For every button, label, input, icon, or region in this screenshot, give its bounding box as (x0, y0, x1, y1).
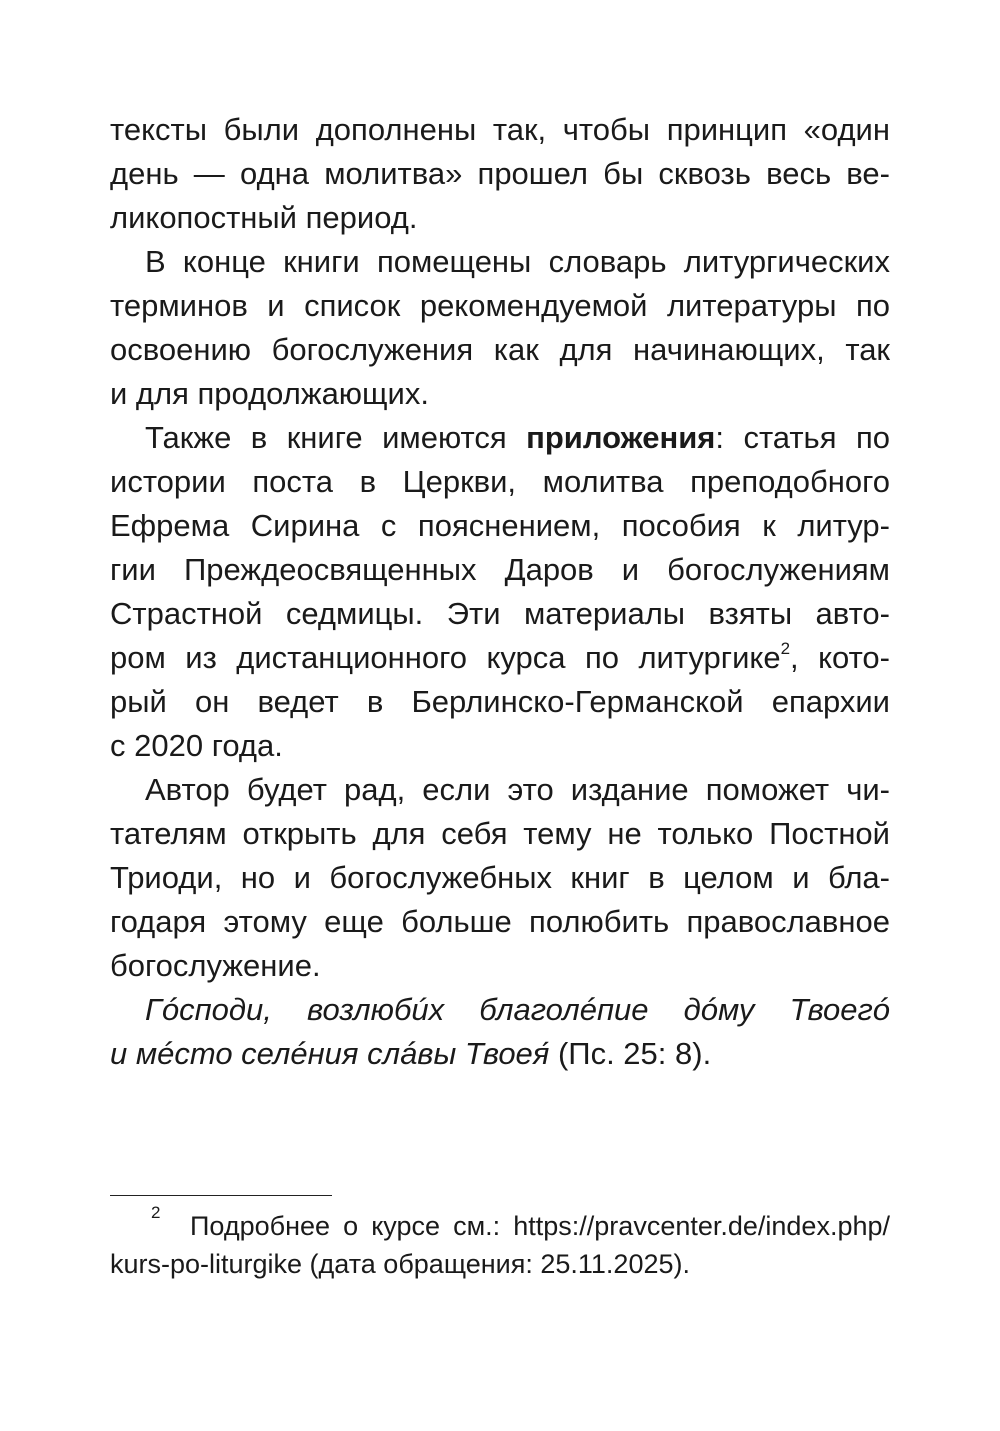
paragraph-4-line-5: богослужение. (110, 948, 321, 983)
paragraph-4-line-4: годаря этому еще больше полюбить православное (110, 904, 890, 939)
appendices-term: приложения (526, 420, 716, 455)
psalm-quote-text: и мéсто селéния слáвы Твоея́ (110, 1036, 550, 1071)
paragraph-3-text-before: Также в книге имеются (145, 420, 527, 455)
paragraph-3-line-2: истории поста в Церкви, молитва преподобного (110, 464, 890, 499)
paragraph-3-line-3: Ефрема Сирина с пояснением, пособия к литур- (110, 508, 890, 543)
paragraph-2-line-1: В конце книги помещены словарь литургических (145, 244, 890, 279)
paragraph-3-line-5: Страстной седмицы. Эти материалы взяты авто- (110, 596, 890, 631)
paragraph-3-line-6-text: ром из дистанционного курса по литургике (110, 640, 781, 675)
paragraph-4-line-3: Триоди, но и богослужебных книг в целом и бла- (110, 860, 890, 895)
paragraph-3-line-4: гии Преждеосвященных Даров и богослужениям (110, 552, 890, 587)
paragraph-2-line-4: и для продолжающих. (110, 376, 429, 411)
paragraph-3-line-7: рый он ведет в Берлинско-Германской епархии (110, 684, 890, 719)
paragraph-3-line-8: с 2020 года. (110, 728, 283, 763)
footnote-line-1: Подробнее о курсе см.: https://pravcenter.de/index.php/ (190, 1211, 890, 1241)
footnote-reference: 2 (780, 638, 791, 658)
paragraph-3-line-6-tail: , кото- (790, 640, 890, 675)
paragraph-2-line-2: терминов и список рекомендуемой литературы по (110, 288, 890, 323)
footnote-line-2: kurs-po-liturgike (дата обращения: 25.11.2025). (110, 1249, 690, 1279)
paragraph-3-line-1 (145, 416, 890, 460)
paragraph-4-line-1: Автор будет рад, если это издание поможет чи- (145, 772, 890, 807)
psalm-quote-line-1: Гóсподи, возлюбúх благолéпие дóму Твоегó (145, 992, 890, 1027)
paragraph-2-line-3: освоению богослужения как для начинающих, так (110, 332, 890, 367)
footnote-separator (110, 1195, 332, 1196)
paragraph-3-text-after: : статья по (715, 420, 890, 455)
paragraph-4-line-2: тателям открыть для себя тему не только Постной (110, 816, 890, 851)
paragraph-1-line-1: тексты были дополнены так, чтобы принцип «один (110, 112, 890, 147)
paragraph-1-line-3: ликопостный период. (110, 200, 418, 235)
paragraph-1-line-2: день — одна молитва» прошел бы сквозь весь ве- (110, 156, 890, 191)
psalm-quote-line-2 (110, 1032, 890, 1076)
psalm-reference: (Пс. 25: 8). (549, 1036, 712, 1071)
footnote-marker: 2 (151, 1203, 161, 1222)
paragraph-3-line-6 (110, 636, 890, 680)
